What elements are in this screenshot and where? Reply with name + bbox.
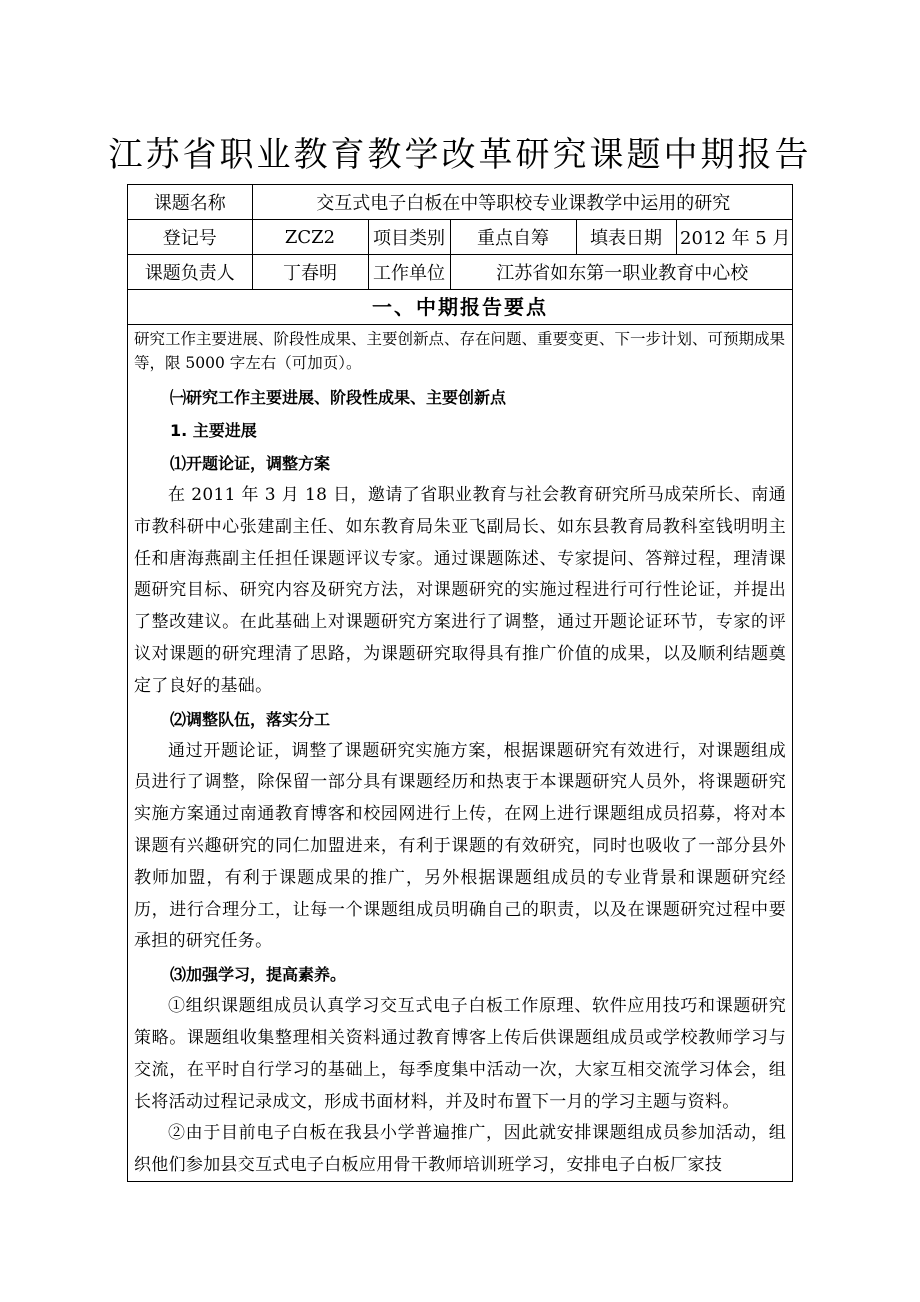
table-row (128, 185, 793, 220)
heading-opening-review: ⑴开题论证，调整方案 (170, 454, 331, 473)
registration-no-label: 登记号 (128, 220, 252, 255)
heading-team-adjustment: ⑵调整队伍，落实分工 (170, 709, 331, 729)
instructions-text: 研究工作主要进展、阶段性成果、主要创新点、存在问题、重要变更、下一步计划、可预期成果等，限 5000 字左右（可加页）。 (134, 330, 786, 372)
project-name-label: 课题名称 (128, 185, 252, 220)
registration-no-value: ZCZ2 (252, 220, 368, 255)
leader-value: 丁春明 (252, 255, 368, 290)
fill-date-label: 填表日期 (576, 220, 676, 255)
info-table (128, 185, 793, 290)
report-form (127, 184, 793, 1182)
paragraph-study-2: ②由于目前电子白板在我县小学普遍推广，因此就安排课题组成员参加活动，组织他们参加县交互式电子白板应用骨干教师培训班学习，安排电子白板厂家技 (134, 1123, 786, 1176)
report-body (128, 327, 792, 1182)
leader-label: 课题负责人 (128, 255, 252, 290)
paragraph-opening-review: 在 2011 年 3 月 18 日，邀请了省职业教育与社会教育研究所马成荣所长、南通市教科研中心张建副主任、如东教育局朱亚飞副局长、如东县教育局教科室钱明明主任和唐海燕副主任担任课题评议专家。通过课题陈述、专家提问、答辩过程，理清课题研究目标、研究内容及研究方法，对课题研究的实施过程进行可行性论证，并提出了整改建议。在此基础上对课题研究方案进行了调整，通过开题论证环节，专家的评议对课题的研究理清了思路，为课题研究取得具有推广价值的成果，以及顺利结题奠定了良好的基础。 (134, 485, 786, 696)
heading-progress-achievements: ㈠研究工作主要进展、阶段性成果、主要创新点 (170, 388, 507, 407)
section-title: 一、中期报告要点 (128, 290, 792, 325)
category-label: 项目类别 (368, 220, 450, 255)
fill-date-value: 2012 年 5 月 (676, 220, 793, 255)
heading-study-improvement: ⑶加强学习，提高素养。 (170, 965, 347, 985)
document-title: 江苏省职业教育教学改革研究课题中期报告 (108, 135, 812, 175)
heading-main-progress: 1. 主要进展 (170, 421, 257, 440)
table-row (128, 220, 793, 255)
unit-label: 工作单位 (368, 255, 450, 290)
unit-value: 江苏省如东第一职业教育中心校 (450, 255, 793, 290)
paragraph-study-1: ①组织课题组成员认真学习交互式电子白板工作原理、软件应用技巧和课题研究策略。课题组收集整理相关资料通过教育博客上传后供课题组成员或学校教师学习与交流，在平时自行学习的基础上，每季度集中活动一次，大家互相交流学习体会，组长将活动过程记录成文，形成书面材料，并及时布置下一月的学习主题与资料。 (134, 996, 786, 1112)
paragraph-team-adjustment: 通过开题论证，调整了课题研究实施方案，根据课题研究有效进行，对课题组成员进行了调整，除保留一部分具有课题经历和热衷于本课题研究人员外，将课题研究实施方案通过南通教育博客和校园网进行上传，在网上进行课题组成员招募，将对本课题有兴趣研究的同仁加盟进来，有利于课题的有效研究，同时也吸收了一部分县外教师加盟，有利于课题成果的推广，另外根据课题组成员的专业背景和课题研究经历，进行合理分工，让每一个课题组成员明确自己的职责，以及在课题研究过程中要承担的研究任务。 (134, 740, 786, 952)
table-row (128, 255, 793, 290)
category-value: 重点自筹 (450, 220, 576, 255)
project-name-value: 交互式电子白板在中等职校专业课教学中运用的研究 (252, 185, 793, 220)
